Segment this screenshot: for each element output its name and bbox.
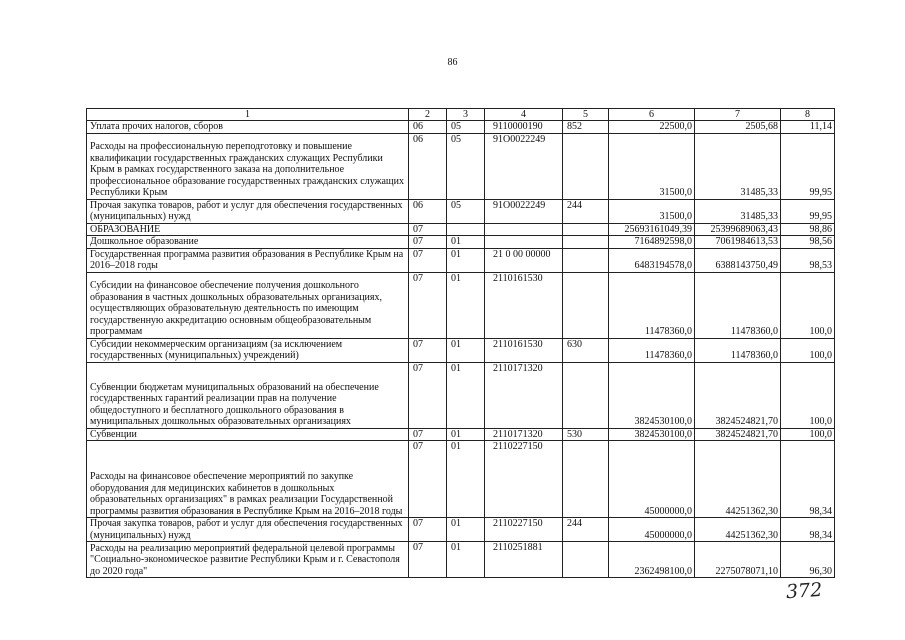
actual-amount-cell: 11478360,0 <box>695 338 781 362</box>
target-article-cell: 9110000190 <box>485 121 563 134</box>
table-row <box>87 441 835 518</box>
subsection-cell: 01 <box>447 441 485 518</box>
table-row <box>87 121 835 134</box>
actual-amount-cell: 3824524821,70 <box>695 428 781 441</box>
target-article-cell <box>485 223 563 236</box>
percent-cell: 100,0 <box>781 338 835 362</box>
percent-cell: 100,0 <box>781 362 835 428</box>
percent-cell: 99,95 <box>781 199 835 223</box>
row-name-cell: Расходы на профессиональную переподготовку и повышение квалификации государственных гражданских служащих Республики Крым в рамках государственного заказа на дополнительное профессиональное образование государственных гражданских служащих Республики Крым <box>87 133 409 199</box>
table-row <box>87 518 835 542</box>
plan-amount-cell: 25693161049,39 <box>609 223 695 236</box>
plan-amount-cell: 22500,0 <box>609 121 695 134</box>
subsection-cell: 01 <box>447 362 485 428</box>
plan-amount-cell: 11478360,0 <box>609 272 695 338</box>
actual-amount-cell: 31485,33 <box>695 133 781 199</box>
row-name-cell: Субвенции <box>87 428 409 441</box>
target-article-cell: 2110161530 <box>485 272 563 338</box>
table-row <box>87 542 835 578</box>
target-article-cell: 91О0022249 <box>485 133 563 199</box>
expense-type-cell <box>563 223 609 236</box>
plan-amount-cell: 3824530100,0 <box>609 428 695 441</box>
row-name-cell: Прочая закупка товаров, работ и услуг для обеспечения государственных (муниципальных) нужд <box>87 518 409 542</box>
subsection-cell: 01 <box>447 338 485 362</box>
subsection-cell: 05 <box>447 199 485 223</box>
handwritten-page-mark: 372 <box>785 578 823 604</box>
target-article-cell: 2110161530 <box>485 338 563 362</box>
expense-type-cell <box>563 441 609 518</box>
plan-amount-cell: 45000000,0 <box>609 518 695 542</box>
section-cell: 07 <box>409 272 447 338</box>
section-cell: 06 <box>409 199 447 223</box>
actual-amount-cell: 3824524821,70 <box>695 362 781 428</box>
expense-type-cell <box>563 248 609 272</box>
section-cell: 07 <box>409 362 447 428</box>
actual-amount-cell: 31485,33 <box>695 199 781 223</box>
section-cell: 07 <box>409 338 447 362</box>
percent-cell: 11,14 <box>781 121 835 134</box>
row-name-cell: Субсидии на финансовое обеспечение получения дошкольного образования в частных дошкольных образовательных организациях, осуществляющих образовательную деятельность по имеющим государственную аккредитацию основным общеобразовательным программам <box>87 272 409 338</box>
table-row <box>87 338 835 362</box>
expense-type-cell <box>563 272 609 338</box>
row-name-cell: Дошкольное образование <box>87 236 409 249</box>
column-header: 1 <box>87 109 409 121</box>
percent-cell: 98,34 <box>781 441 835 518</box>
plan-amount-cell: 7164892598,0 <box>609 236 695 249</box>
table-row <box>87 248 835 272</box>
target-article-cell <box>485 236 563 249</box>
section-cell: 06 <box>409 121 447 134</box>
column-header: 4 <box>485 109 563 121</box>
target-article-cell: 91О0022249 <box>485 199 563 223</box>
row-name-cell: Субвенции бюджетам муниципальных образований на обеспечение государственных гарантий реализации прав на получение общедоступного и бесплатного дошкольного образования в муниципальных дошкольных образовательных организациях <box>87 362 409 428</box>
plan-amount-cell: 3824530100,0 <box>609 362 695 428</box>
expense-type-cell: 530 <box>563 428 609 441</box>
actual-amount-cell: 44251362,30 <box>695 518 781 542</box>
percent-cell: 100,0 <box>781 272 835 338</box>
row-name-cell: ОБРАЗОВАНИЕ <box>87 223 409 236</box>
actual-amount-cell: 44251362,30 <box>695 441 781 518</box>
plan-amount-cell: 11478360,0 <box>609 338 695 362</box>
actual-amount-cell: 2505,68 <box>695 121 781 134</box>
header-row <box>87 109 835 121</box>
plan-amount-cell: 2362498100,0 <box>609 542 695 578</box>
table-row <box>87 362 835 428</box>
target-article-cell: 2110227150 <box>485 441 563 518</box>
column-header: 3 <box>447 109 485 121</box>
budget-table <box>86 108 835 578</box>
subsection-cell: 01 <box>447 542 485 578</box>
table-row <box>87 428 835 441</box>
section-cell: 07 <box>409 518 447 542</box>
subsection-cell <box>447 223 485 236</box>
column-header: 6 <box>609 109 695 121</box>
plan-amount-cell: 31500,0 <box>609 199 695 223</box>
plan-amount-cell: 6483194578,0 <box>609 248 695 272</box>
section-cell: 07 <box>409 441 447 518</box>
actual-amount-cell: 6388143750,49 <box>695 248 781 272</box>
budget-table-body <box>87 109 835 578</box>
column-header: 5 <box>563 109 609 121</box>
actual-amount-cell: 11478360,0 <box>695 272 781 338</box>
section-cell: 07 <box>409 236 447 249</box>
target-article-cell: 2110227150 <box>485 518 563 542</box>
table-row <box>87 272 835 338</box>
section-cell: 06 <box>409 133 447 199</box>
row-name-cell: Субсидии некоммерческим организациям (за исключением государственных (муниципальных) учреждений) <box>87 338 409 362</box>
target-article-cell: 2110251881 <box>485 542 563 578</box>
expense-type-cell <box>563 362 609 428</box>
target-article-cell: 21 0 00 00000 <box>485 248 563 272</box>
row-name-cell: Уплата прочих налогов, сборов <box>87 121 409 134</box>
subsection-cell: 01 <box>447 518 485 542</box>
expense-type-cell <box>563 542 609 578</box>
percent-cell: 98,34 <box>781 518 835 542</box>
page-number: 86 <box>447 57 458 68</box>
table-row <box>87 199 835 223</box>
subsection-cell: 01 <box>447 272 485 338</box>
percent-cell: 99,95 <box>781 133 835 199</box>
plan-amount-cell: 31500,0 <box>609 133 695 199</box>
subsection-cell: 01 <box>447 236 485 249</box>
target-article-cell: 2110171320 <box>485 362 563 428</box>
column-header: 7 <box>695 109 781 121</box>
row-name-cell: Расходы на финансовое обеспечение мероприятий по закупке оборудования для медицинских кабинетов в дошкольных образовательных организациях" в рамках реализации Государственной программы развития образования в Республике Крым на 2016–2018 годы <box>87 441 409 518</box>
expense-type-cell <box>563 133 609 199</box>
percent-cell: 96,30 <box>781 542 835 578</box>
subsection-cell: 01 <box>447 248 485 272</box>
column-header: 8 <box>781 109 835 121</box>
actual-amount-cell: 2275078071,10 <box>695 542 781 578</box>
section-cell: 07 <box>409 428 447 441</box>
percent-cell: 98,53 <box>781 248 835 272</box>
percent-cell: 98,56 <box>781 236 835 249</box>
table-row <box>87 223 835 236</box>
expense-type-cell: 244 <box>563 518 609 542</box>
plan-amount-cell: 45000000,0 <box>609 441 695 518</box>
actual-amount-cell: 25399689063,43 <box>695 223 781 236</box>
percent-cell: 98,86 <box>781 223 835 236</box>
column-header: 2 <box>409 109 447 121</box>
actual-amount-cell: 7061984613,53 <box>695 236 781 249</box>
section-cell: 07 <box>409 223 447 236</box>
table-row <box>87 133 835 199</box>
target-article-cell: 2110171320 <box>485 428 563 441</box>
subsection-cell: 05 <box>447 133 485 199</box>
section-cell: 07 <box>409 248 447 272</box>
table-row <box>87 236 835 249</box>
expense-type-cell: 244 <box>563 199 609 223</box>
expense-type-cell: 852 <box>563 121 609 134</box>
row-name-cell: Государственная программа развития образования в Республике Крым на 2016–2018 годы <box>87 248 409 272</box>
row-name-cell: Расходы на реализацию мероприятий федеральной целевой программы "Социально-экономическое развитие Республики Крым и г. Севастополя до 2020 года" <box>87 542 409 578</box>
section-cell: 07 <box>409 542 447 578</box>
expense-type-cell: 630 <box>563 338 609 362</box>
row-name-cell: Прочая закупка товаров, работ и услуг для обеспечения государственных (муниципальных) нужд <box>87 199 409 223</box>
expense-type-cell <box>563 236 609 249</box>
percent-cell: 100,0 <box>781 428 835 441</box>
subsection-cell: 01 <box>447 428 485 441</box>
subsection-cell: 05 <box>447 121 485 134</box>
